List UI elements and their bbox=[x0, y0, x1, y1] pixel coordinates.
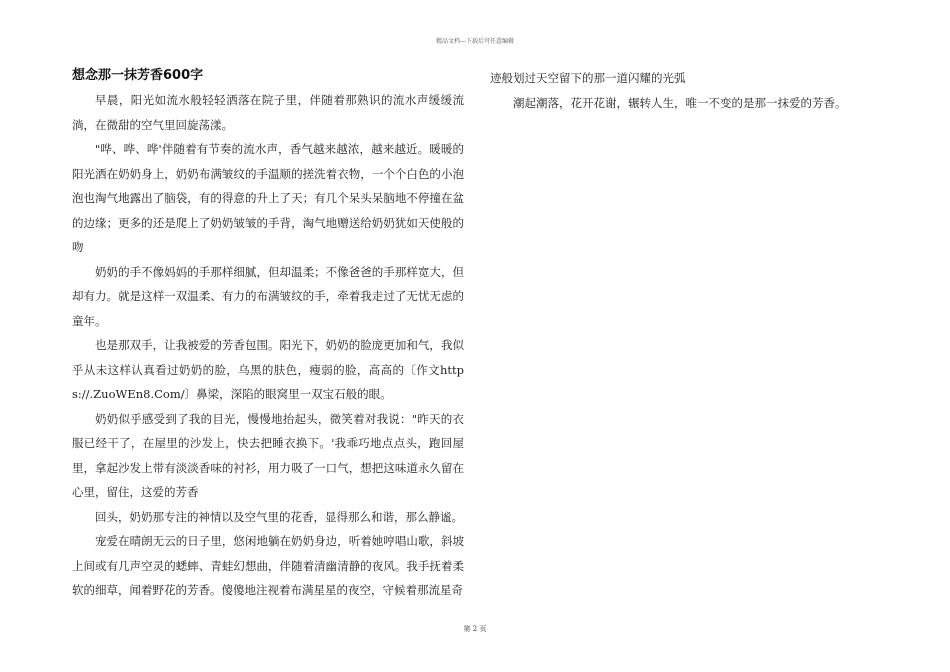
page-number: 第 2 页 bbox=[463, 625, 487, 633]
paragraph-5: 奶奶似乎感受到了我的目光，慢慢地抬起头，微笑着对我说："昨天的衣服已经干了，在屋里的沙发上，快去把睡衣换下。'我乖巧地点点头，跑回屋里，拿起沙发上带有淡淡香味的衬衫，用力吸了一口气，想把这味道永久留在心里，留住，这爱的芳香 bbox=[72, 411, 464, 499]
continued-paragraph: 迹般划过天空留下的那一道闪耀的光弧 bbox=[490, 71, 686, 85]
paragraph-1: 早晨，阳光如流水般轻轻洒落在院子里，伴随着那熟识的流水声缓缓流淌，在微甜的空气里回旋荡漾。 bbox=[72, 93, 464, 132]
paragraph-4: 也是那双手，让我被爱的芳香包围。阳光下，奶奶的脸庞更加和气，我似乎从未这样认真看过奶奶的脸，乌黑的肤色，瘦弱的脸，高高的〔作文https://.ZuoWEn8.Com/〕鼻梁，深陷的眼窝里一双宝石般的眼。 bbox=[72, 338, 464, 401]
paragraph-3: 奶奶的手不像妈妈的手那样细腻，但却温柔；不像爸爸的手那样宽大，但却有力。就是这样一双温柔、有力的布满皱纹的手，牵着我走过了无忧无虑的童年。 bbox=[72, 264, 464, 328]
paragraph-7: 宠爱在晴朗无云的日子里，悠闲地躺在奶奶身边，听着她哼唱山歌，斜坡上间或有几声空灵的蟋蟀、青蛙幻想曲，伴随着清幽清静的夜风。我手抚着柔软的细草，闻着野花的芳香。傻傻地注视着布满星星的夜空，守候着那流星奇 bbox=[72, 534, 464, 597]
closing-paragraph: 潮起潮落，花开花谢，辗转人生，唯一不变的是那一抹爱的芳香。 bbox=[513, 95, 847, 110]
page-header-note: 精品文档---下载后可任意编辑 bbox=[435, 38, 515, 45]
paragraph-6: 回头，奶奶那专注的神情以及空气里的花香，显得那么和谐，那么静谧。 bbox=[95, 509, 463, 524]
essay-title: 想念那一抹芳香600字 bbox=[72, 68, 204, 83]
left-column bbox=[72, 66, 464, 603]
right-column bbox=[490, 66, 890, 115]
paragraph-2: "哗、哗、哗'伴随着有节奏的流水声，香气越来越浓，越来越近。暖暖的阳光洒在奶奶身上，奶奶布满皱纹的手温顺的搓洗着衣物，一个个白色的小泡泡也淘气地露出了脑袋，有的得意的升上了天；有几个呆头呆脑地不停撞在盆的边缘；更多的还是爬上了奶奶皱皱的手背，淘气地赠送给奶奶犹如天使般的吻 bbox=[72, 142, 464, 254]
